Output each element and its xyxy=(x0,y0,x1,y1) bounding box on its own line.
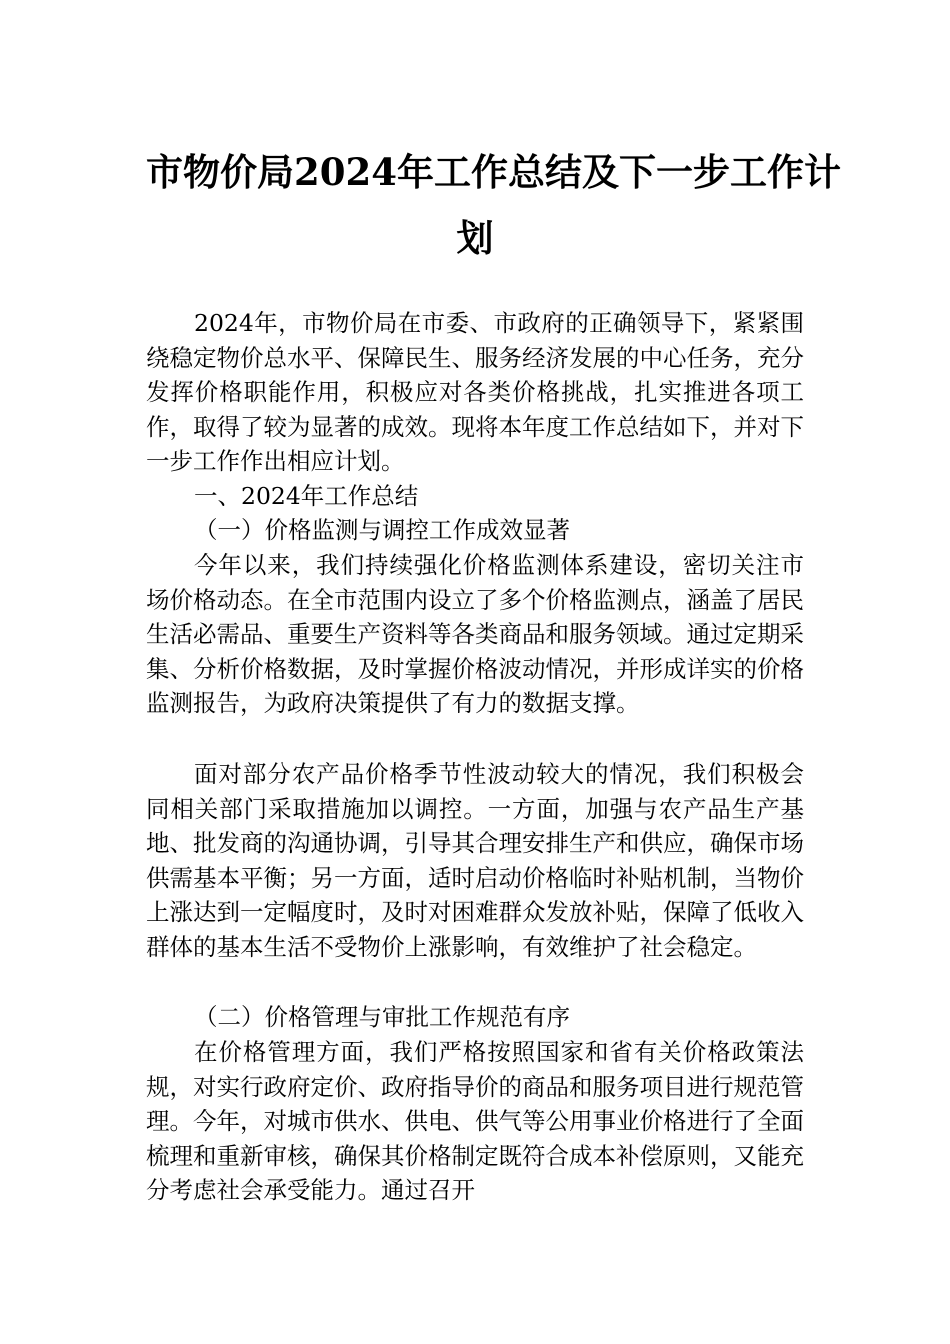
subsection-1-paragraph-1: 今年以来，我们持续强化价格监测体系建设，密切关注市场价格动态。在全市范围内设立了多个价格监测点，涵盖了居民生活必需品、重要生产资料等各类商品和服务领域。通过定期采集、分析价格数据，及时掌握价格波动情况，并形成详实的价格监测报告，为政府决策提供了有力的数据支撑。 xyxy=(146,551,804,717)
subsection-2-paragraph-1: 在价格管理方面，我们严格按照国家和省有关价格政策法规，对实行政府定价、政府指导价的商品和服务项目进行规范管理。今年，对城市供水、供电、供气等公用事业价格进行了全面梳理和重新审核，确保其价格制定既符合成本补偿原则，又能充分考虑社会承受能力。通过召开 xyxy=(146,1038,804,1204)
intro-paragraph: 2024年，市物价局在市委、市政府的正确领导下，紧紧围绕稳定物价总水平、保障民生、服务经济发展的中心任务，充分发挥价格职能作用，积极应对各类价格挑战，扎实推进各项工作，取得了较为显著的成效。现将本年度工作总结如下，并对下一步工作作出相应计划。 xyxy=(146,309,804,475)
document-title-line-2: 划 xyxy=(456,216,494,260)
section-1-heading: 一、2024年工作总结 xyxy=(194,482,419,510)
subsection-2-heading: （二）价格管理与审批工作规范有序 xyxy=(194,1003,570,1031)
subsection-1-paragraph-2: 面对部分农产品价格季节性波动较大的情况，我们积极会同相关部门采取措施加以调控。一方面，加强与农产品生产基地、批发商的沟通协调，引导其合理安排生产和供应，确保市场供需基本平衡；另一方面，适时启动价格临时补贴机制，当物价上涨达到一定幅度时，及时对困难群众发放补贴，保障了低收入群体的基本生活不受物价上涨影响，有效维护了社会稳定。 xyxy=(146,760,804,961)
subsection-1-heading: （一）价格监测与调控工作成效显著 xyxy=(194,516,570,544)
document-title-line-1: 市物价局2024年工作总结及下一步工作计 xyxy=(146,150,841,194)
